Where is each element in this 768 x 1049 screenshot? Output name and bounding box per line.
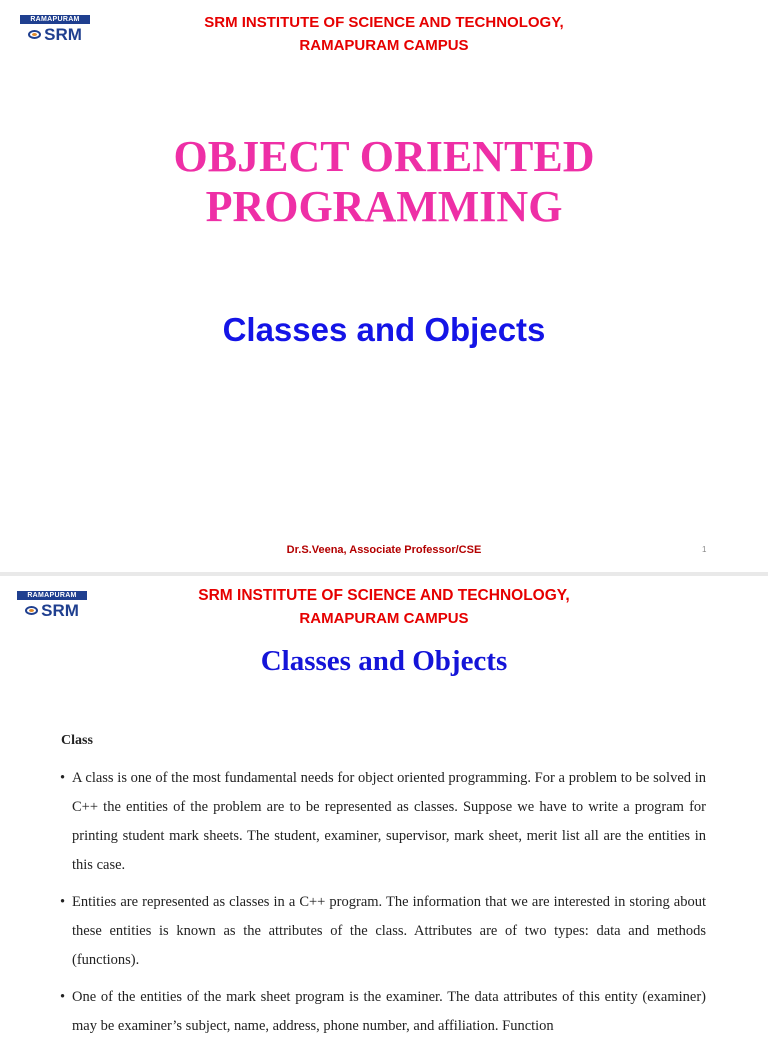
course-title-line2: PROGRAMMING [205, 182, 563, 231]
logo-text: SRM [44, 24, 82, 44]
topic-title: Classes and Objects [222, 311, 546, 348]
bullet-item: • A class is one of the most fundamental needs for object oriented programming. For a problem to be solved in C++ the entities of the problem are to be represented as classes. Suppose we have to write a program for printing student mark sheets. The student, examiner, supervisor, mark sheet, merit list all are the entities in this case. [60, 764, 706, 880]
slide-2 [0, 576, 768, 1034]
bullet-item: • One of the entities of the mark sheet program is the examiner. The data attributes of this entity (examiner) may be examiner’s subject, name, address, phone number, and affiliation. Function [60, 983, 706, 1041]
bullet-list [60, 764, 706, 1049]
campus-name: RAMAPURAM CAMPUS [299, 610, 469, 627]
author-footer: Dr.S.Veena, Associate Professor/CSE [286, 544, 482, 556]
page-number: 1 [702, 545, 707, 554]
bullet-item: • Entities are represented as classes in a C++ program. The information that we are interested in storing about these entities is known as the attributes of the class. Attributes are of two types: data and methods (functions). [60, 888, 706, 975]
section-label: Class [61, 733, 93, 748]
logo-banner: RAMAPURAM [20, 15, 90, 24]
campus-name: RAMAPURAM CAMPUS [299, 37, 469, 54]
course-title-line1: OBJECT ORIENTED [173, 132, 595, 181]
slide-title: Classes and Objects [260, 645, 508, 677]
institute-name: SRM INSTITUTE OF SCIENCE AND TECHNOLOGY, [204, 14, 564, 31]
logo-text: SRM [41, 600, 79, 620]
logo-banner: RAMAPURAM [17, 591, 87, 600]
institute-name: SRM INSTITUTE OF SCIENCE AND TECHNOLOGY, [198, 587, 570, 604]
